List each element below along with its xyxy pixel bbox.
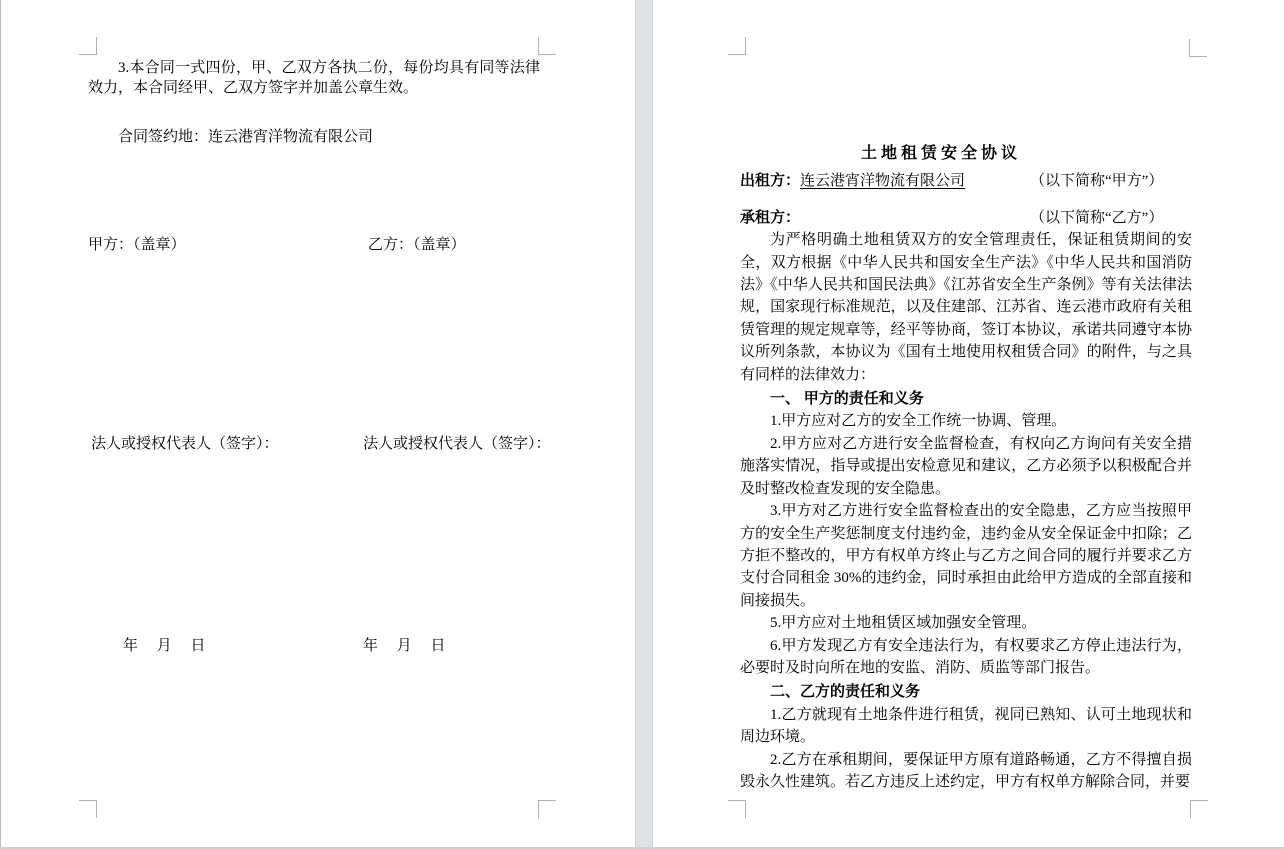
party-b-date-line: 年 月 日 xyxy=(363,638,446,654)
section2-item: 1.乙方就现有土地条件进行租赁，视同已熟知、认可土地现状和周边环境。 xyxy=(740,706,1192,746)
margin-crop-mark-bottom-right xyxy=(1190,800,1208,818)
margin-crop-mark-bottom-left xyxy=(79,800,97,818)
lessor-label: 出租方： xyxy=(740,173,801,190)
party-a-representative-signature-label: 法人或授权代表人（签字）： xyxy=(91,436,279,452)
clause-copies-paragraph: 3.本合同一式四份，甲、乙双方各执二份，每份均具有同等法律效力，本合同经甲、乙双方签字并加盖公章生效。 xyxy=(88,60,540,96)
lessor-company-name: 连云港宵洋物流有限公司 xyxy=(800,173,966,190)
agreement-body xyxy=(740,0,1192,810)
lessor-alias: （以下简称“甲方”） xyxy=(1030,173,1164,190)
section1-heading: 一、 甲方的责任和义务 xyxy=(770,391,924,408)
section2-item: 2.乙方在承租期间，要保证甲方原有道路畅通，乙方不得擅自损毁永久性建筑。若乙方违反上述约定，甲方有权单方解除合同，并要 xyxy=(740,751,1192,790)
section2-heading: 二、乙方的责任和义务 xyxy=(770,684,921,701)
agreement-title: 土地租赁安全协议 xyxy=(860,145,1021,162)
section1-item: 2.甲方应对乙方进行安全监督检查，有权向乙方询问有关安全措施落实情况，指导或提出安检意见和建议，乙方必须予以积极配合并及时整改检查发现的安全隐患。 xyxy=(740,435,1192,497)
section1-item: 5.甲方应对土地租赁区域加强安全管理。 xyxy=(770,615,1037,632)
document-page-2[interactable] xyxy=(653,0,1284,849)
margin-crop-mark-top-left xyxy=(79,37,97,55)
section1-item: 6.甲方发现乙方有安全违法行为，有权要求乙方停止违法行为，必要时及时向所在地的安监、消防、质监等部门报告。 xyxy=(740,637,1192,676)
section1-item: 3.甲方对乙方进行安全监督检查出的安全隐患，乙方应当按照甲方的安全生产奖惩制度支付违约金，违约金从安全保证金中扣除；乙方拒不整改的，甲方有权单方终止与乙方之间合同的履行并要求乙方支付合同租金 30%的违约金，同时承担由此给甲方造成的全部直接和间接损失。 xyxy=(740,503,1192,609)
party-b-representative-signature-label: 法人或授权代表人（签字）： xyxy=(363,436,551,452)
document-page-1[interactable] xyxy=(1,0,635,849)
preamble-paragraph: 为严格明确土地租赁双方的安全管理责任，保证租赁期间的安全，双方根据《中华人民共和国安全生产法》《中华人民共和国消防法》《中华人民共和国民法典》《江苏省安全生产条例》等有关法律法规，国家现行标准规范，以及住建部、江苏省、连云港市政府有关租赁管理的规定规章等，经平等协商，签订本协议，承诺共同遵守本协议所列条款，本协议为《国有土地使用权租赁合同》的附件，与之具有同样的法律效力： xyxy=(740,232,1192,383)
party-b-seal-label: 乙方：（盖章） xyxy=(368,237,466,253)
margin-crop-mark-top-right xyxy=(538,37,556,55)
lessee-label: 承租方： xyxy=(740,209,801,226)
lessee-line xyxy=(740,207,1192,229)
party-a-date-line: 年 月 日 xyxy=(123,638,206,654)
section1-item: 1.甲方应对乙方的安全工作统一协调、管理。 xyxy=(770,413,1067,430)
party-a-seal-label: 甲方：（盖章） xyxy=(88,237,186,253)
contract-signing-place: 合同签约地：连云港宵洋物流有限公司 xyxy=(118,129,374,145)
lessee-alias: （以下简称“乙方”） xyxy=(1030,209,1164,226)
lessor-line xyxy=(740,170,1192,192)
page-gap-divider xyxy=(635,0,653,849)
margin-crop-mark-bottom-right xyxy=(538,800,556,818)
viewport-left-edge xyxy=(0,0,1,849)
